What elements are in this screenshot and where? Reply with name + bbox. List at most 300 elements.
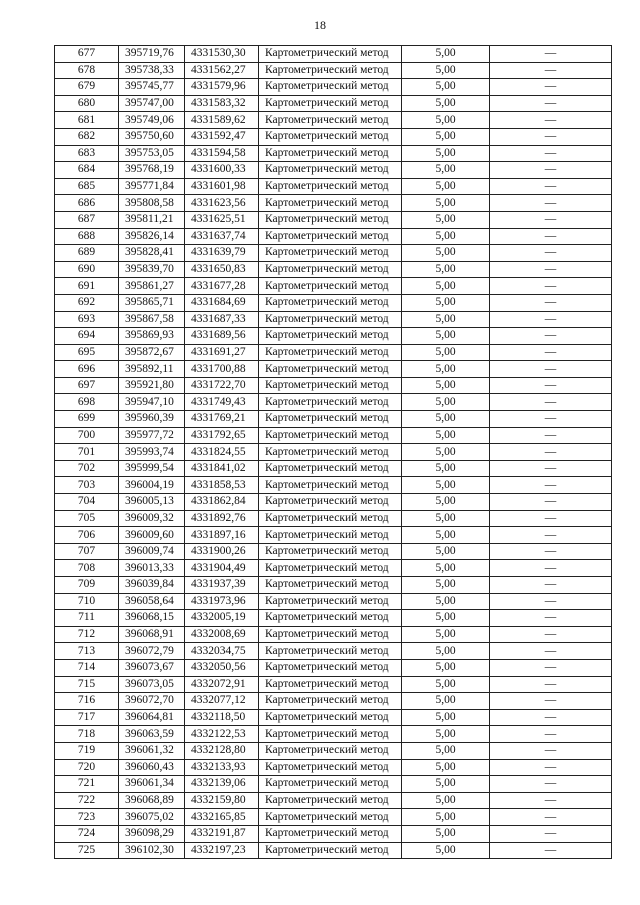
point-number-cell: 709 [55, 577, 119, 594]
note-cell: — [490, 792, 612, 809]
accuracy-cell: 5,00 [402, 245, 490, 262]
table-row [55, 278, 612, 295]
method-cell: Картометрический метод [259, 79, 402, 96]
coordinate-x-cell: 395993,74 [119, 444, 185, 461]
method-cell: Картометрический метод [259, 211, 402, 228]
coordinate-x-cell: 395753,05 [119, 145, 185, 162]
accuracy-cell: 5,00 [402, 560, 490, 577]
point-number-cell: 689 [55, 245, 119, 262]
note-cell: — [490, 145, 612, 162]
accuracy-cell: 5,00 [402, 211, 490, 228]
point-number-cell: 712 [55, 626, 119, 643]
accuracy-cell: 5,00 [402, 460, 490, 477]
coordinate-x-cell: 395839,70 [119, 261, 185, 278]
table-row [55, 494, 612, 511]
point-number-cell: 691 [55, 278, 119, 295]
note-cell: — [490, 510, 612, 527]
point-number-cell: 696 [55, 361, 119, 378]
point-number-cell: 698 [55, 394, 119, 411]
point-number-cell: 686 [55, 195, 119, 212]
note-cell: — [490, 759, 612, 776]
method-cell: Картометрический метод [259, 377, 402, 394]
method-cell: Картометрический метод [259, 344, 402, 361]
accuracy-cell: 5,00 [402, 759, 490, 776]
coordinate-y-cell: 4331583,32 [185, 95, 259, 112]
point-number-cell: 718 [55, 726, 119, 743]
accuracy-cell: 5,00 [402, 659, 490, 676]
accuracy-cell: 5,00 [402, 444, 490, 461]
accuracy-cell: 5,00 [402, 676, 490, 693]
coordinate-x-cell: 396098,29 [119, 825, 185, 842]
coordinate-y-cell: 4331562,27 [185, 62, 259, 79]
accuracy-cell: 5,00 [402, 411, 490, 428]
note-cell: — [490, 162, 612, 179]
method-cell: Картометрический метод [259, 792, 402, 809]
method-cell: Картометрический метод [259, 693, 402, 710]
point-number-cell: 715 [55, 676, 119, 693]
accuracy-cell: 5,00 [402, 693, 490, 710]
point-number-cell: 710 [55, 593, 119, 610]
coordinate-y-cell: 4331792,65 [185, 427, 259, 444]
point-number-cell: 716 [55, 693, 119, 710]
coordinate-y-cell: 4331904,49 [185, 560, 259, 577]
table-row [55, 560, 612, 577]
coordinate-y-cell: 4331749,43 [185, 394, 259, 411]
coordinate-y-cell: 4331892,76 [185, 510, 259, 527]
table-row [55, 825, 612, 842]
accuracy-cell: 5,00 [402, 394, 490, 411]
point-number-cell: 694 [55, 328, 119, 345]
table-row [55, 228, 612, 245]
method-cell: Картометрический метод [259, 128, 402, 145]
point-number-cell: 725 [55, 842, 119, 859]
coordinate-y-cell: 4332191,87 [185, 825, 259, 842]
coordinate-y-cell: 4331637,74 [185, 228, 259, 245]
point-number-cell: 721 [55, 776, 119, 793]
method-cell: Картометрический метод [259, 145, 402, 162]
table-row [55, 361, 612, 378]
method-cell: Картометрический метод [259, 709, 402, 726]
method-cell: Картометрический метод [259, 62, 402, 79]
coordinate-x-cell: 396005,13 [119, 494, 185, 511]
accuracy-cell: 5,00 [402, 46, 490, 63]
method-cell: Картометрический метод [259, 112, 402, 129]
point-number-cell: 680 [55, 95, 119, 112]
point-number-cell: 706 [55, 527, 119, 544]
note-cell: — [490, 527, 612, 544]
note-cell: — [490, 311, 612, 328]
table-row [55, 128, 612, 145]
note-cell: — [490, 809, 612, 826]
method-cell: Картометрический метод [259, 510, 402, 527]
coordinate-y-cell: 4331625,51 [185, 211, 259, 228]
table-row [55, 460, 612, 477]
coordinate-x-cell: 395719,76 [119, 46, 185, 63]
table-row [55, 411, 612, 428]
accuracy-cell: 5,00 [402, 112, 490, 129]
point-number-cell: 723 [55, 809, 119, 826]
method-cell: Картометрический метод [259, 742, 402, 759]
coordinate-y-cell: 4331684,69 [185, 294, 259, 311]
coordinate-x-cell: 395826,14 [119, 228, 185, 245]
coordinate-x-cell: 395977,72 [119, 427, 185, 444]
coordinate-y-cell: 4331769,21 [185, 411, 259, 428]
coordinate-y-cell: 4331841,02 [185, 460, 259, 477]
method-cell: Картометрический метод [259, 726, 402, 743]
coordinate-x-cell: 395750,60 [119, 128, 185, 145]
accuracy-cell: 5,00 [402, 328, 490, 345]
coordinate-y-cell: 4331600,33 [185, 162, 259, 179]
note-cell: — [490, 377, 612, 394]
coordinate-x-cell: 395892,11 [119, 361, 185, 378]
note-cell: — [490, 361, 612, 378]
coordinate-y-cell: 4332133,93 [185, 759, 259, 776]
coordinate-y-cell: 4331897,16 [185, 527, 259, 544]
method-cell: Картометрический метод [259, 328, 402, 345]
accuracy-cell: 5,00 [402, 726, 490, 743]
point-number-cell: 711 [55, 610, 119, 627]
coordinate-x-cell: 396039,84 [119, 577, 185, 594]
point-number-cell: 684 [55, 162, 119, 179]
accuracy-cell: 5,00 [402, 742, 490, 759]
table-row [55, 742, 612, 759]
method-cell: Картометрический метод [259, 311, 402, 328]
coordinate-x-cell: 396061,34 [119, 776, 185, 793]
point-number-cell: 707 [55, 543, 119, 560]
note-cell: — [490, 195, 612, 212]
point-number-cell: 687 [55, 211, 119, 228]
table-row [55, 477, 612, 494]
method-cell: Картометрический метод [259, 460, 402, 477]
point-number-cell: 708 [55, 560, 119, 577]
point-number-cell: 693 [55, 311, 119, 328]
accuracy-cell: 5,00 [402, 427, 490, 444]
coordinate-y-cell: 4331824,55 [185, 444, 259, 461]
method-cell: Картометрический метод [259, 278, 402, 295]
coordinate-y-cell: 4331639,79 [185, 245, 259, 262]
coordinate-y-cell: 4331689,56 [185, 328, 259, 345]
point-number-cell: 682 [55, 128, 119, 145]
point-number-cell: 679 [55, 79, 119, 96]
method-cell: Картометрический метод [259, 46, 402, 63]
method-cell: Картометрический метод [259, 577, 402, 594]
accuracy-cell: 5,00 [402, 294, 490, 311]
note-cell: — [490, 245, 612, 262]
accuracy-cell: 5,00 [402, 494, 490, 511]
coordinate-y-cell: 4331700,88 [185, 361, 259, 378]
method-cell: Картометрический метод [259, 494, 402, 511]
coordinate-y-cell: 4331601,98 [185, 178, 259, 195]
note-cell: — [490, 112, 612, 129]
coordinate-x-cell: 396061,32 [119, 742, 185, 759]
coordinate-x-cell: 395771,84 [119, 178, 185, 195]
table-row [55, 46, 612, 63]
table-row [55, 344, 612, 361]
note-cell: — [490, 128, 612, 145]
table-row [55, 709, 612, 726]
coordinate-x-cell: 396058,64 [119, 593, 185, 610]
table-row [55, 261, 612, 278]
accuracy-cell: 5,00 [402, 825, 490, 842]
coordinate-x-cell: 396009,74 [119, 543, 185, 560]
table-row [55, 792, 612, 809]
coordinate-x-cell: 396009,32 [119, 510, 185, 527]
accuracy-cell: 5,00 [402, 62, 490, 79]
point-number-cell: 701 [55, 444, 119, 461]
coordinate-x-cell: 395747,00 [119, 95, 185, 112]
table-row [55, 245, 612, 262]
point-number-cell: 699 [55, 411, 119, 428]
coordinate-x-cell: 396004,19 [119, 477, 185, 494]
method-cell: Картометрический метод [259, 610, 402, 627]
table-row [55, 211, 612, 228]
note-cell: — [490, 577, 612, 594]
point-number-cell: 713 [55, 643, 119, 660]
note-cell: — [490, 294, 612, 311]
method-cell: Картометрический метод [259, 593, 402, 610]
accuracy-cell: 5,00 [402, 195, 490, 212]
method-cell: Картометрический метод [259, 626, 402, 643]
table-row [55, 178, 612, 195]
coordinate-y-cell: 4332077,12 [185, 693, 259, 710]
note-cell: — [490, 228, 612, 245]
coordinate-x-cell: 395811,21 [119, 211, 185, 228]
coordinate-y-cell: 4331691,27 [185, 344, 259, 361]
point-number-cell: 702 [55, 460, 119, 477]
coordinate-x-cell: 396073,67 [119, 659, 185, 676]
method-cell: Картометрический метод [259, 228, 402, 245]
table-row [55, 726, 612, 743]
accuracy-cell: 5,00 [402, 128, 490, 145]
coordinate-x-cell: 396072,79 [119, 643, 185, 660]
table-row [55, 543, 612, 560]
table-row [55, 626, 612, 643]
table-row [55, 693, 612, 710]
point-number-cell: 722 [55, 792, 119, 809]
table-row [55, 759, 612, 776]
table-row [55, 610, 612, 627]
page-number: 18 [314, 18, 326, 32]
coordinate-x-cell: 396075,02 [119, 809, 185, 826]
accuracy-cell: 5,00 [402, 709, 490, 726]
note-cell: — [490, 411, 612, 428]
coordinate-y-cell: 4331677,28 [185, 278, 259, 295]
accuracy-cell: 5,00 [402, 792, 490, 809]
coordinate-y-cell: 4331858,53 [185, 477, 259, 494]
method-cell: Картометрический метод [259, 842, 402, 859]
coordinate-y-cell: 4331592,47 [185, 128, 259, 145]
method-cell: Картометрический метод [259, 95, 402, 112]
coordinate-x-cell: 395872,67 [119, 344, 185, 361]
table-row [55, 328, 612, 345]
note-cell: — [490, 560, 612, 577]
method-cell: Картометрический метод [259, 560, 402, 577]
note-cell: — [490, 62, 612, 79]
point-number-cell: 681 [55, 112, 119, 129]
accuracy-cell: 5,00 [402, 361, 490, 378]
coordinate-y-cell: 4331900,26 [185, 543, 259, 560]
accuracy-cell: 5,00 [402, 643, 490, 660]
coordinate-y-cell: 4332197,23 [185, 842, 259, 859]
accuracy-cell: 5,00 [402, 178, 490, 195]
coordinate-y-cell: 4331687,33 [185, 311, 259, 328]
coordinate-y-cell: 4332139,06 [185, 776, 259, 793]
point-number-cell: 683 [55, 145, 119, 162]
coordinate-y-cell: 4331623,56 [185, 195, 259, 212]
note-cell: — [490, 211, 612, 228]
table-row [55, 79, 612, 96]
point-number-cell: 704 [55, 494, 119, 511]
method-cell: Картометрический метод [259, 178, 402, 195]
coordinate-x-cell: 396102,30 [119, 842, 185, 859]
method-cell: Картометрический метод [259, 676, 402, 693]
note-cell: — [490, 693, 612, 710]
coordinate-y-cell: 4331594,58 [185, 145, 259, 162]
point-number-cell: 705 [55, 510, 119, 527]
method-cell: Картометрический метод [259, 195, 402, 212]
note-cell: — [490, 543, 612, 560]
coordinate-x-cell: 396068,89 [119, 792, 185, 809]
coordinate-x-cell: 395867,58 [119, 311, 185, 328]
method-cell: Картометрический метод [259, 659, 402, 676]
table-row [55, 527, 612, 544]
accuracy-cell: 5,00 [402, 610, 490, 627]
table-row [55, 294, 612, 311]
coordinate-y-cell: 4331722,70 [185, 377, 259, 394]
point-number-cell: 677 [55, 46, 119, 63]
table-row [55, 427, 612, 444]
coordinate-x-cell: 395745,77 [119, 79, 185, 96]
note-cell: — [490, 726, 612, 743]
coordinate-y-cell: 4331579,96 [185, 79, 259, 96]
accuracy-cell: 5,00 [402, 79, 490, 96]
accuracy-cell: 5,00 [402, 842, 490, 859]
note-cell: — [490, 178, 612, 195]
accuracy-cell: 5,00 [402, 311, 490, 328]
accuracy-cell: 5,00 [402, 278, 490, 295]
method-cell: Картометрический метод [259, 294, 402, 311]
point-number-cell: 700 [55, 427, 119, 444]
table-row [55, 62, 612, 79]
coordinates-table-body [55, 46, 612, 859]
coordinate-x-cell: 395828,41 [119, 245, 185, 262]
accuracy-cell: 5,00 [402, 145, 490, 162]
note-cell: — [490, 394, 612, 411]
accuracy-cell: 5,00 [402, 228, 490, 245]
coordinate-x-cell: 395749,06 [119, 112, 185, 129]
coordinate-y-cell: 4332118,50 [185, 709, 259, 726]
note-cell: — [490, 344, 612, 361]
point-number-cell: 719 [55, 742, 119, 759]
note-cell: — [490, 444, 612, 461]
coordinate-y-cell: 4332165,85 [185, 809, 259, 826]
table-row [55, 593, 612, 610]
table-row [55, 659, 612, 676]
note-cell: — [490, 278, 612, 295]
table-row [55, 377, 612, 394]
method-cell: Картометрический метод [259, 759, 402, 776]
coordinate-x-cell: 396060,43 [119, 759, 185, 776]
accuracy-cell: 5,00 [402, 776, 490, 793]
note-cell: — [490, 825, 612, 842]
table-row [55, 444, 612, 461]
coordinate-y-cell: 4331937,39 [185, 577, 259, 594]
note-cell: — [490, 626, 612, 643]
coordinate-x-cell: 395808,58 [119, 195, 185, 212]
method-cell: Картометрический метод [259, 527, 402, 544]
accuracy-cell: 5,00 [402, 577, 490, 594]
point-number-cell: 692 [55, 294, 119, 311]
point-number-cell: 685 [55, 178, 119, 195]
coordinate-y-cell: 4332034,75 [185, 643, 259, 660]
table-row [55, 394, 612, 411]
method-cell: Картометрический метод [259, 245, 402, 262]
note-cell: — [490, 79, 612, 96]
note-cell: — [490, 328, 612, 345]
note-cell: — [490, 477, 612, 494]
method-cell: Картометрический метод [259, 361, 402, 378]
point-number-cell: 688 [55, 228, 119, 245]
note-cell: — [490, 842, 612, 859]
accuracy-cell: 5,00 [402, 344, 490, 361]
note-cell: — [490, 610, 612, 627]
coordinate-y-cell: 4332005,19 [185, 610, 259, 627]
coordinates-table [54, 45, 612, 859]
method-cell: Картометрический метод [259, 776, 402, 793]
accuracy-cell: 5,00 [402, 543, 490, 560]
point-number-cell: 714 [55, 659, 119, 676]
accuracy-cell: 5,00 [402, 626, 490, 643]
table-row [55, 95, 612, 112]
coordinate-x-cell: 396068,91 [119, 626, 185, 643]
note-cell: — [490, 742, 612, 759]
coordinate-x-cell: 396063,59 [119, 726, 185, 743]
coordinate-y-cell: 4332008,69 [185, 626, 259, 643]
method-cell: Картометрический метод [259, 261, 402, 278]
coordinate-x-cell: 395999,54 [119, 460, 185, 477]
coordinate-y-cell: 4331973,96 [185, 593, 259, 610]
coordinate-y-cell: 4331650,83 [185, 261, 259, 278]
coordinate-x-cell: 396068,15 [119, 610, 185, 627]
note-cell: — [490, 95, 612, 112]
coordinate-x-cell: 395921,80 [119, 377, 185, 394]
coordinate-x-cell: 396072,70 [119, 693, 185, 710]
table-row [55, 676, 612, 693]
accuracy-cell: 5,00 [402, 162, 490, 179]
point-number-cell: 717 [55, 709, 119, 726]
table-row [55, 842, 612, 859]
coordinate-x-cell: 395869,93 [119, 328, 185, 345]
table-row [55, 809, 612, 826]
coordinate-x-cell: 396009,60 [119, 527, 185, 544]
note-cell: — [490, 776, 612, 793]
table-row [55, 643, 612, 660]
table-row [55, 112, 612, 129]
table-row [55, 311, 612, 328]
method-cell: Картометрический метод [259, 825, 402, 842]
method-cell: Картометрический метод [259, 444, 402, 461]
method-cell: Картометрический метод [259, 394, 402, 411]
accuracy-cell: 5,00 [402, 593, 490, 610]
table-row [55, 577, 612, 594]
coordinate-y-cell: 4331530,30 [185, 46, 259, 63]
point-number-cell: 724 [55, 825, 119, 842]
note-cell: — [490, 46, 612, 63]
coordinate-x-cell: 396013,33 [119, 560, 185, 577]
coordinate-y-cell: 4332128,80 [185, 742, 259, 759]
coordinate-x-cell: 395865,71 [119, 294, 185, 311]
note-cell: — [490, 460, 612, 477]
